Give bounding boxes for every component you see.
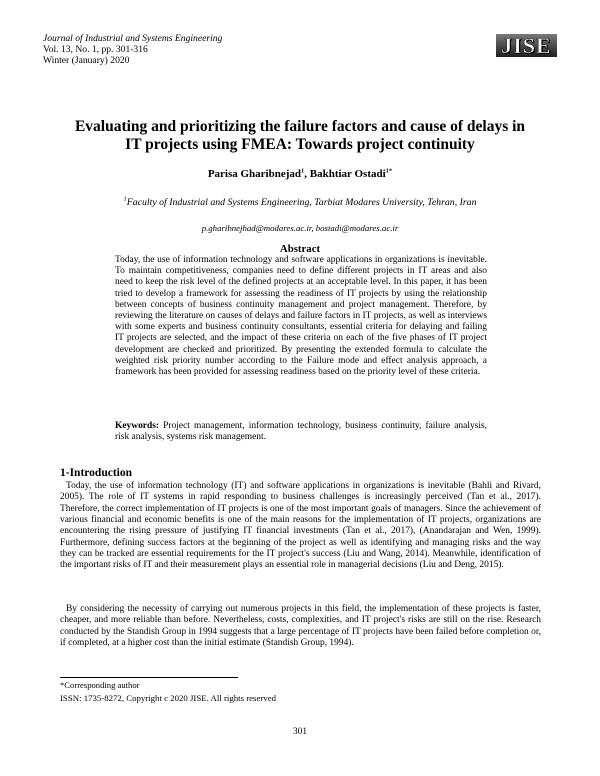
journal-logo: JISE xyxy=(496,34,557,57)
paper-title xyxy=(50,118,550,154)
journal-volume: Vol. 13, No. 1, pp. 301-316 xyxy=(43,44,148,55)
affiliation xyxy=(0,197,600,208)
abstract-heading: Abstract xyxy=(279,243,321,255)
affiliation-text: Faculty of Industrial and Systems Engineering, Tarbiat Modares University, Tehran, Iran xyxy=(126,197,477,208)
journal-date: Winter (January) 2020 xyxy=(43,55,130,66)
abstract-text: Today, the use of information technology and software applications in organizations is inevitable. To maintain competitiveness, companies need to define different projects in IT areas and also need to keep the risk level of the defined projects at an acceptable level. In this paper, it has been tried to develop a framework for assessing the readiness of IT projects by using the relationship between concepts of business continuity management and project management. Therefore, by reviewing the literature on causes of delays and failure factors in IT projects, as well as interviews with some experts and business continuity consultants, essential criteria for delaying and failing IT projects are selected, and the impact of these criteria on each of the five phases of IT project development are checked and prioritized. By presenting the extended formula to calculate the weighted risk priority number according to the Failure mode and effect analysis approach, a framework has been provided for assessing readiness based on the priority level of these criteria. xyxy=(115,255,487,378)
footnote-divider xyxy=(60,677,238,678)
title-line-1: Evaluating and prioritizing the failure factors and cause of delays in xyxy=(74,118,526,135)
author-1-affil-mark: 1 xyxy=(301,167,305,175)
affiliation-mark: 1 xyxy=(123,195,127,203)
journal-header xyxy=(43,33,222,66)
author-2-affil-mark: 1* xyxy=(385,167,393,175)
keywords xyxy=(115,421,487,443)
intro-paragraph-2: By considering the necessity of carrying out numerous projects in this field, the implementation of these projects is faster, cheaper, and more reliable than before. Nevertheless, costs, complexities, and IT project's risks are still on the rise. Research conducted by the Standish Group in 1994 suggests that a large percentage of IT projects have been failed before completion or, if completed, at a higher cost than the initial estimate (Standish Group, 1994). xyxy=(60,604,541,649)
authors xyxy=(0,168,600,180)
section-heading-introduction: 1-Introduction xyxy=(60,467,132,479)
journal-name: Journal of Industrial and Systems Engineering xyxy=(43,33,223,44)
title-line-2: IT projects using FMEA: Towards project continuity xyxy=(125,136,475,153)
issn-copyright: ISSN: 1735-8272, Copyright c 2020 JISE. All rights reserved xyxy=(60,693,277,703)
author-2: Bakhtiar Ostadi xyxy=(309,168,386,180)
author-emails: p.gharibnejhad@modares.ac.ir, bostadi@modares.ac.ir xyxy=(201,223,399,233)
keywords-label: Keywords: xyxy=(115,421,160,431)
author-separator: , xyxy=(304,168,310,180)
keywords-text: Project management, information technology, business continuity, failure analysis, risk analysis, systems risk management. xyxy=(115,421,487,443)
page-number: 301 xyxy=(292,727,308,737)
intro-paragraph-1: Today, the use of information technology (IT) and software applications in organizations is inevitable (Bahli and Rivard, 2005). The role of IT systems in rapid responding to business challenges is increasingly perceived (Tan et al., 2017). Therefore, the correct implementation of IT projects is one of the most important goals of managers. Since the achievement of various financial and economic benefits is one of the main reasons for the implementation of IT projects, organizations are encountering the rising pressure of justifying IT financial investments (Tan et al., 2017), (Anandarajan and Wen, 1999). Furthermore, defining success factors at the beginning of the project as well as identifying and managing risks and the way they can be tracked are essential requirements for the IT project's success (Liu and Wang, 2014). Meanwhile, identification of the important risks of IT and their measurement plays an essential role in managerial decisions (Liu and Deng, 2015). xyxy=(60,481,541,571)
author-1: Parisa Gharibnejad xyxy=(207,168,302,180)
corresponding-author-note: *Corresponding author xyxy=(60,680,140,690)
